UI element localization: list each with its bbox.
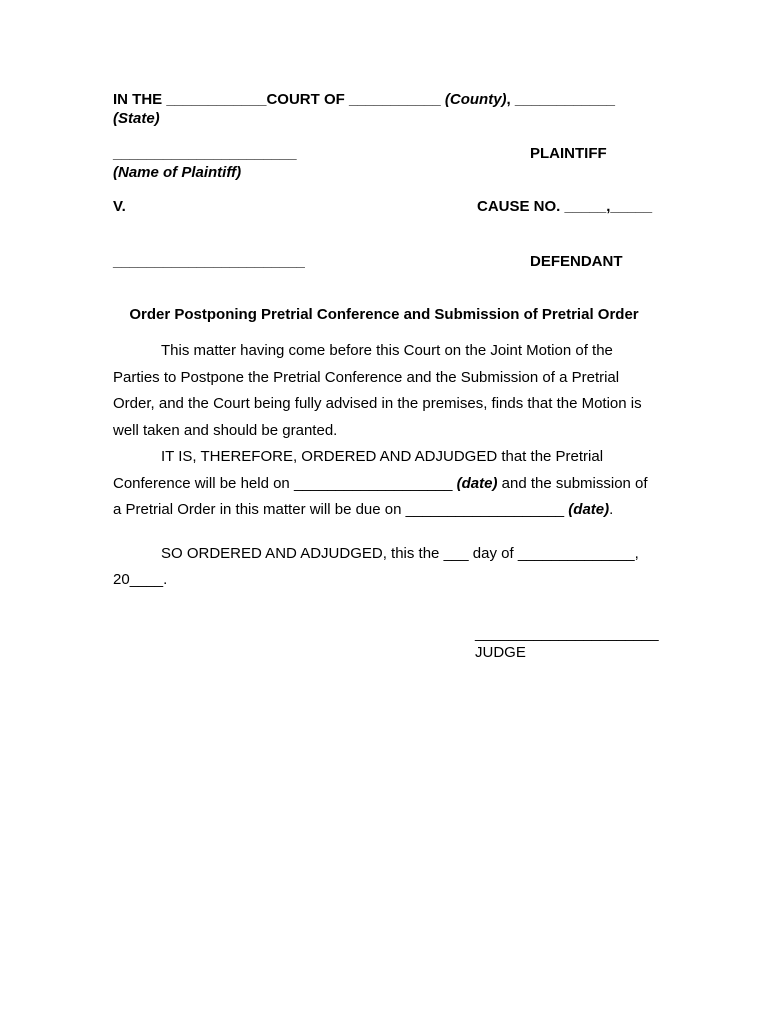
- order-paragraph: [113, 444, 655, 524]
- county-blank: ___________: [348, 91, 445, 108]
- cause-number-label: CAUSE NO.: [477, 198, 565, 215]
- defendant-label: DEFENDANT: [530, 253, 623, 270]
- court-name-blank: ____________: [166, 91, 267, 108]
- so-ordered-text-3: , 20: [113, 544, 639, 588]
- signature-block: [475, 624, 659, 662]
- so-ordered-text-4: .: [163, 571, 168, 588]
- plaintiff-row: [113, 144, 655, 163]
- order-text-1: IT IS, THEREFORE, ORDERED AND ADJUDGED that the Pretrial Conference will be held on: [113, 448, 604, 492]
- day-blank: ___: [443, 544, 469, 562]
- versus-label: V.: [113, 198, 126, 215]
- defendant-name-blank: _______________________: [113, 253, 305, 270]
- so-ordered-paragraph: [113, 541, 655, 594]
- month-blank: ______________: [517, 544, 635, 562]
- date-hint-1: (date): [456, 474, 498, 492]
- date-hint-2: (date): [568, 501, 610, 518]
- caption-comma: ,: [506, 91, 515, 108]
- document-title: Order Postponing Pretrial Conference and Submission of Pretrial Order: [129, 306, 639, 323]
- conference-date-blank: ___________________: [293, 474, 457, 492]
- plaintiff-label: PLAINTIFF: [530, 145, 607, 162]
- judge-signature-line: ______________________: [475, 624, 659, 642]
- year-blank: ____: [129, 571, 164, 588]
- state-blank: ____________: [514, 91, 615, 108]
- order-text-2: and the submission of a Pretrial Order in this matter will be due on: [113, 474, 648, 518]
- cause-number-blank-1: _____: [564, 198, 607, 215]
- name-of-plaintiff-caption: (Name of Plaintiff): [113, 164, 242, 181]
- versus-row: [113, 197, 655, 216]
- cause-number-line: [477, 197, 652, 216]
- so-ordered-text-1: SO ORDERED AND ADJUDGED, this the: [161, 544, 444, 562]
- cause-number-blank-2: _____: [610, 198, 653, 215]
- plaintiff-name-blank: ______________________: [113, 145, 297, 162]
- recitals-paragraph: This matter having come before this Court on the Joint Motion of the Parties to Postpone the Pretrial Conference and the Submission of a Pretrial Order, and the Court being fully advised in the premises, finds that the Motion is well taken and should be granted.: [113, 342, 642, 439]
- state-label: (State): [113, 110, 160, 127]
- caption-in-the: IN THE: [113, 91, 167, 108]
- court-caption-line: [113, 90, 655, 128]
- caption-court-of: COURT OF: [266, 91, 349, 108]
- order-text-3: .: [609, 501, 614, 518]
- defendant-row: [113, 252, 655, 271]
- submission-date-blank: ___________________: [405, 501, 569, 518]
- so-ordered-text-2: day of: [468, 544, 518, 562]
- cause-number-comma: ,: [606, 198, 611, 215]
- county-label: (County): [444, 91, 507, 108]
- judge-label: JUDGE: [475, 643, 526, 661]
